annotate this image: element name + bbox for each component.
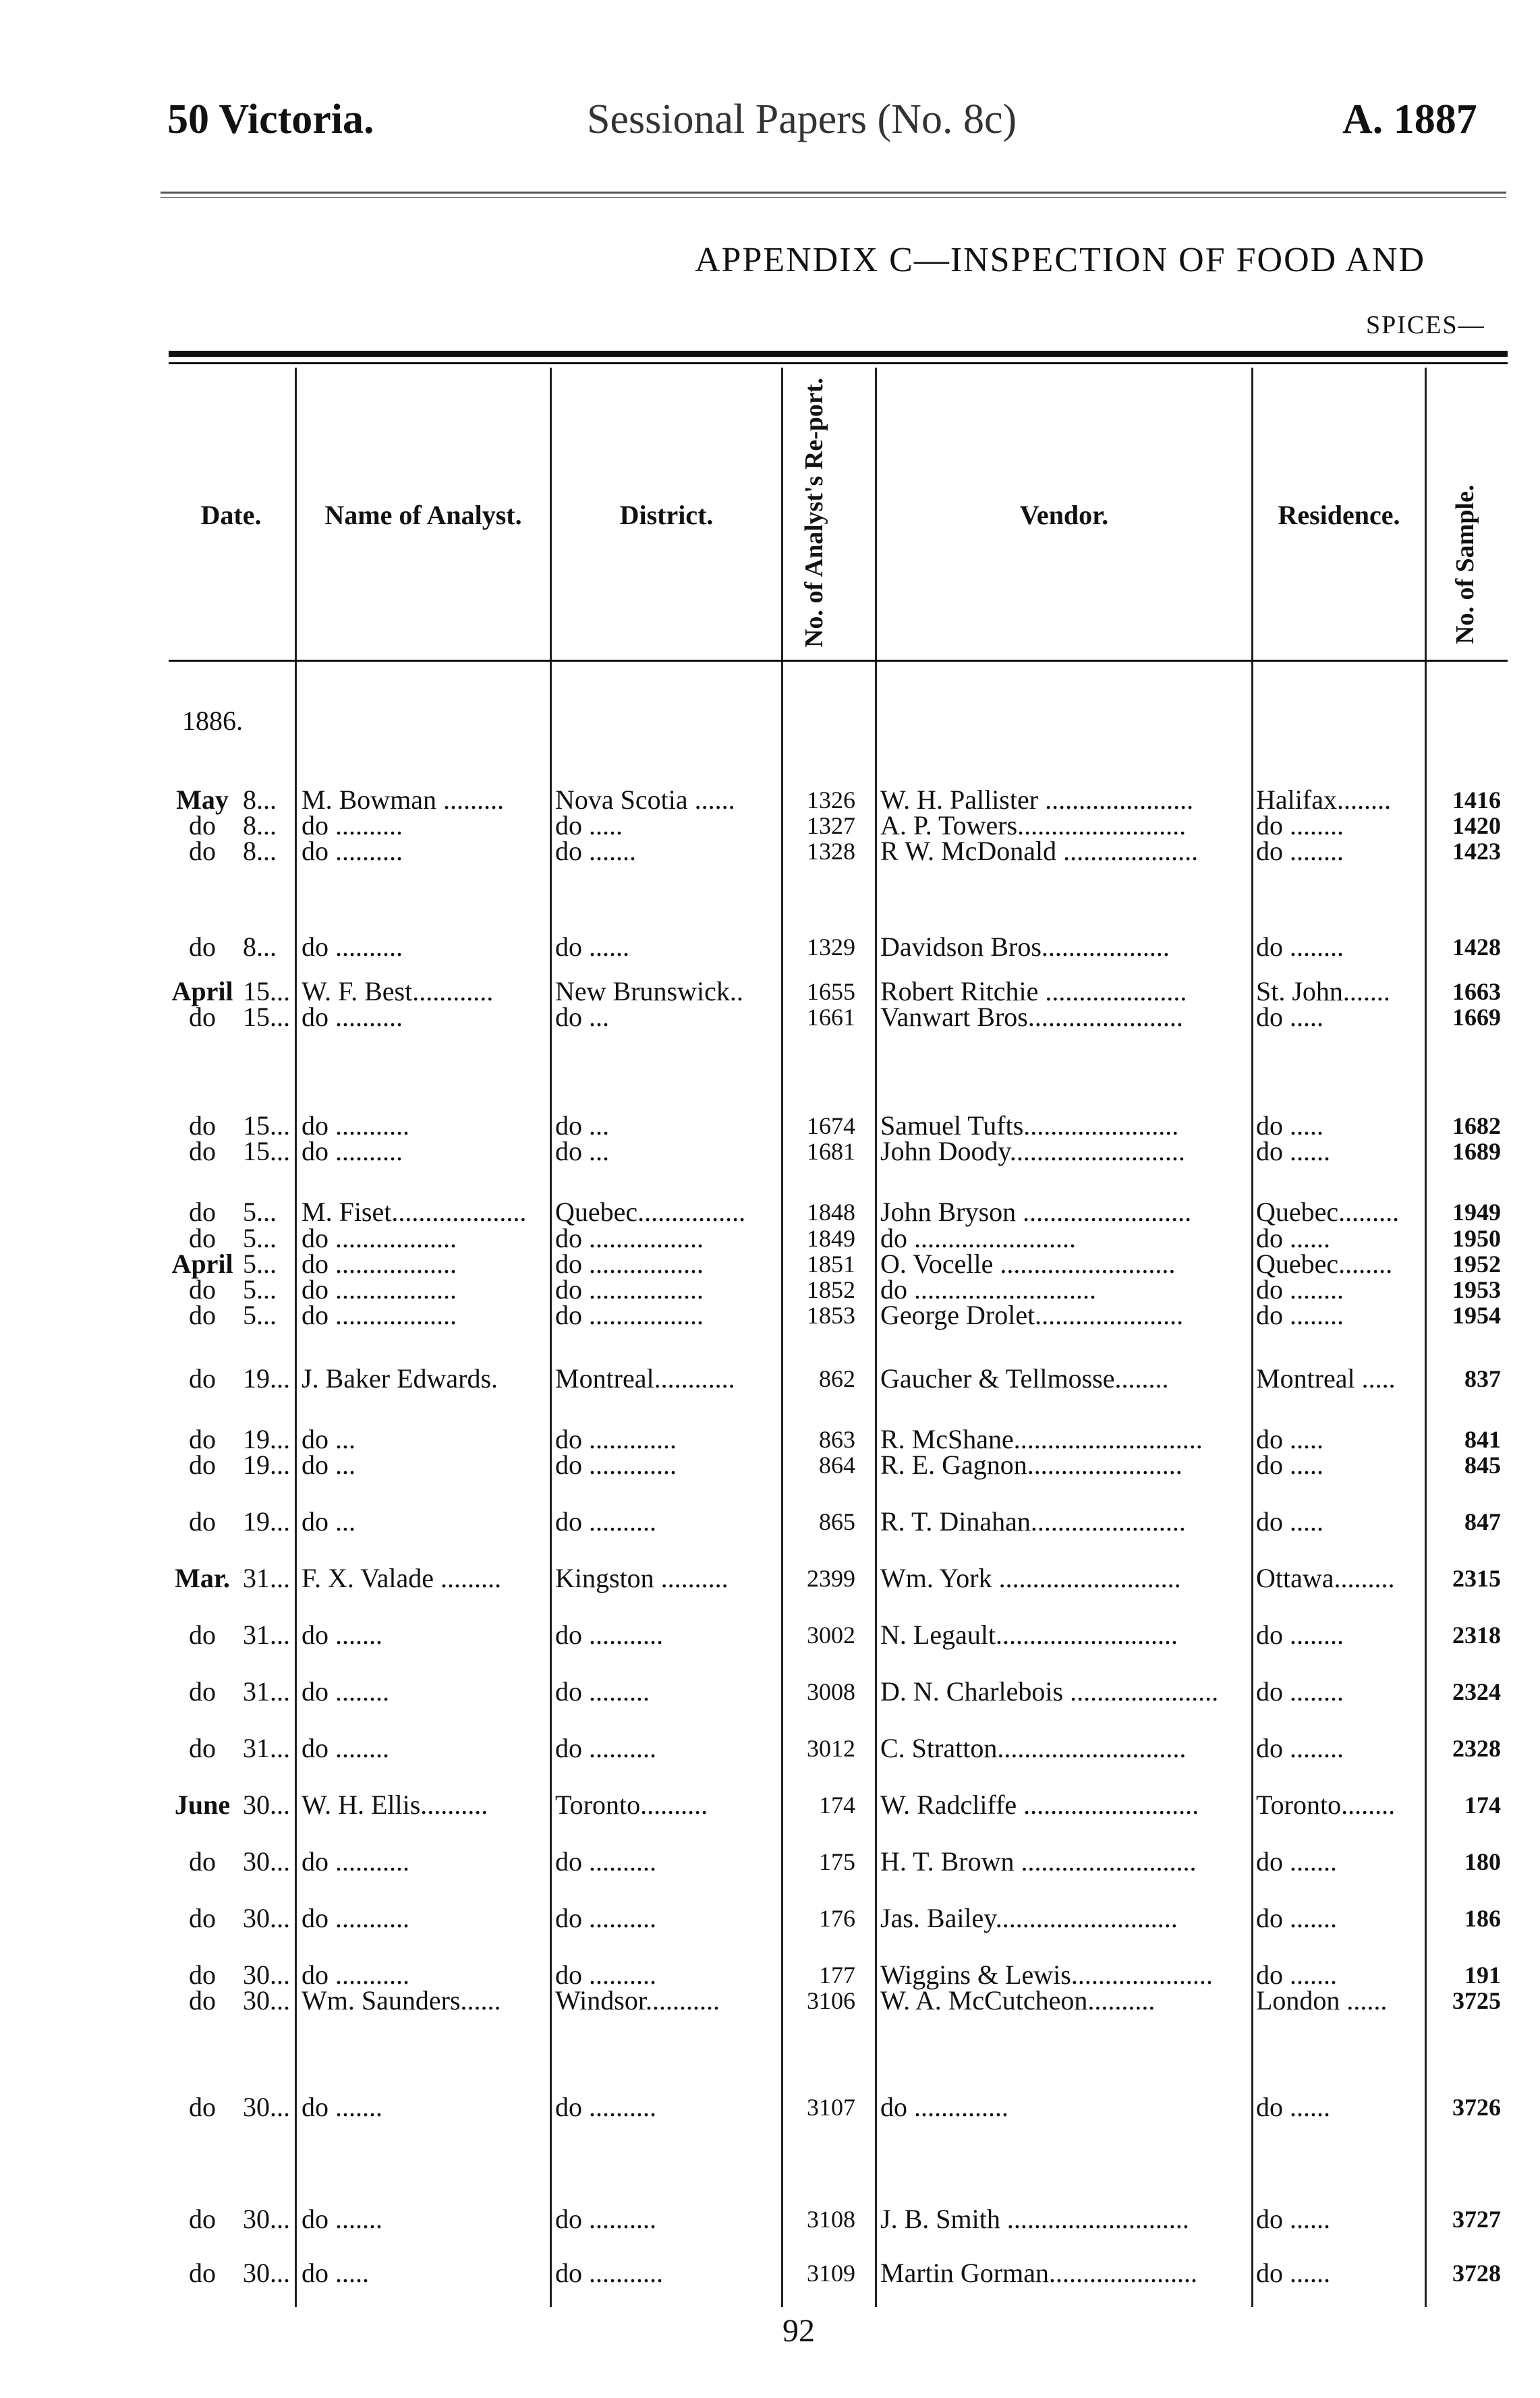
cell-residence: St. John....... xyxy=(1256,976,1390,1006)
table-row xyxy=(0,1135,1540,1168)
page-number: 92 xyxy=(782,2313,815,2349)
cell-month: do xyxy=(189,1136,216,1166)
cell-residence: do ........ xyxy=(1256,1274,1344,1305)
table-row xyxy=(0,2203,1540,2235)
cell-analyst: do ....... xyxy=(302,2092,382,2122)
cell-analyst: do ........... xyxy=(302,1960,409,1990)
cell-analyst: do .......... xyxy=(302,836,403,866)
cell-residence: do ........ xyxy=(1256,1733,1344,1763)
cell-district: do ............. xyxy=(555,1450,677,1480)
column-header-date: Date. xyxy=(200,500,262,530)
cell-vendor: Wm. York ........................... xyxy=(880,1563,1181,1593)
cell-report: 1655 xyxy=(807,978,855,1005)
cell-month: do xyxy=(189,2204,216,2234)
cell-day: 19... xyxy=(243,1450,290,1480)
table-row xyxy=(0,1449,1540,1481)
cell-sample: 174 xyxy=(1464,1792,1501,1819)
table-row xyxy=(0,1619,1540,1651)
cell-day: 15... xyxy=(243,976,290,1006)
cell-month: June xyxy=(174,1790,231,1820)
cell-analyst: do .......... xyxy=(302,932,403,962)
table-row xyxy=(0,1985,1540,2017)
cell-analyst: do .......... xyxy=(302,1002,403,1032)
cell-day: 30... xyxy=(243,1960,290,1990)
cell-day: 5... xyxy=(243,1197,277,1227)
cell-vendor: Samuel Tufts....................... xyxy=(880,1110,1179,1141)
cell-month: do xyxy=(189,1733,216,1763)
cell-month: do xyxy=(189,1300,216,1330)
cell-sample: 3725 xyxy=(1452,1987,1501,2014)
cell-month: do xyxy=(189,1960,216,1990)
cell-analyst: do ....... xyxy=(302,2204,382,2234)
cell-report: 1674 xyxy=(807,1112,855,1139)
cell-sample: 1420 xyxy=(1452,812,1501,839)
table-row xyxy=(0,1789,1540,1821)
cell-vendor: George Drolet...................... xyxy=(880,1300,1184,1330)
cell-district: do ................. xyxy=(555,1274,704,1305)
cell-residence: do ...... xyxy=(1256,1136,1330,1166)
cell-analyst: do ........... xyxy=(302,1846,409,1877)
cell-analyst: do ... xyxy=(302,1506,355,1537)
cell-district: do .......... xyxy=(555,2092,656,2122)
cell-analyst: do .......... xyxy=(302,810,403,840)
cell-report: 862 xyxy=(819,1365,855,1392)
cell-sample: 2324 xyxy=(1452,1678,1501,1705)
cell-report: 1326 xyxy=(807,787,855,813)
header-rule-thin xyxy=(161,197,1506,198)
cell-district: do .......... xyxy=(555,1960,656,1990)
cell-residence: Quebec........ xyxy=(1256,1249,1393,1279)
cell-sample: 1950 xyxy=(1452,1225,1501,1252)
table-row xyxy=(0,1562,1540,1595)
cell-day: 8... xyxy=(243,836,277,866)
cell-analyst: J. Baker Edwards. xyxy=(302,1363,498,1394)
cell-residence: do ..... xyxy=(1256,1110,1323,1141)
cell-day: 5... xyxy=(243,1274,277,1305)
cell-month: do xyxy=(189,1363,216,1394)
cell-day: 30... xyxy=(243,1790,290,1820)
cell-residence: do ..... xyxy=(1256,1002,1323,1032)
cell-analyst: do ... xyxy=(302,1424,355,1454)
cell-day: 31... xyxy=(243,1563,290,1593)
cell-report: 1849 xyxy=(807,1225,855,1252)
cell-sample: 191 xyxy=(1464,1962,1501,1989)
cell-district: do ... xyxy=(555,1002,609,1032)
cell-sample: 2318 xyxy=(1452,1622,1501,1649)
cell-sample: 847 xyxy=(1464,1508,1501,1535)
cell-district: Toronto.......... xyxy=(555,1790,708,1820)
cell-month: do xyxy=(189,1903,216,1933)
cell-sample: 1682 xyxy=(1452,1112,1501,1139)
table-row xyxy=(0,835,1540,867)
cell-day: 15... xyxy=(243,1110,290,1141)
cell-day: 5... xyxy=(243,1249,277,1279)
cell-district: do ................. xyxy=(555,1223,704,1253)
cell-sample: 1952 xyxy=(1452,1251,1501,1278)
cell-month: do xyxy=(189,1197,216,1227)
cell-month: do xyxy=(189,1676,216,1707)
cell-vendor: C. Stratton............................ xyxy=(880,1733,1187,1763)
cell-residence: Ottawa......... xyxy=(1256,1563,1395,1593)
cell-vendor: Wiggins & Lewis..................... xyxy=(880,1960,1213,1990)
cell-vendor: Gaucher & Tellmosse........ xyxy=(880,1363,1169,1394)
cell-analyst: do ........ xyxy=(302,1676,389,1707)
cell-report: 3106 xyxy=(807,1987,855,2014)
cell-day: 30... xyxy=(243,1985,290,2016)
cell-report: 1661 xyxy=(807,1004,855,1031)
cell-vendor: Jas. Bailey........................... xyxy=(880,1903,1178,1933)
cell-month: do xyxy=(189,1506,216,1537)
cell-vendor: W. A. McCutcheon.......... xyxy=(880,1985,1156,2016)
cell-district: do ... xyxy=(555,1110,609,1141)
cell-vendor: Vanwart Bros....................... xyxy=(880,1002,1183,1032)
cell-month: do xyxy=(189,1424,216,1454)
cell-vendor: H. T. Brown .......................... xyxy=(880,1846,1197,1877)
cell-residence: Quebec......... xyxy=(1256,1197,1400,1227)
cell-month: do xyxy=(189,1985,216,2016)
cell-report: 3109 xyxy=(807,2260,855,2287)
cell-analyst: do ....... xyxy=(302,1620,382,1650)
cell-district: do ......... xyxy=(555,1676,650,1707)
cell-vendor: Davidson Bros................... xyxy=(880,932,1170,962)
cell-vendor: do ........................ xyxy=(880,1223,1076,1253)
cell-sample: 1423 xyxy=(1452,838,1501,865)
cell-district: do ....... xyxy=(555,836,636,866)
cell-residence: do ...... xyxy=(1256,1223,1330,1253)
cell-vendor: do .............. xyxy=(880,2092,1008,2122)
cell-analyst: Wm. Saunders...... xyxy=(302,1985,501,2016)
cell-month: do xyxy=(189,2258,216,2288)
cell-report: 3012 xyxy=(807,1735,855,1762)
cell-month: do xyxy=(189,1274,216,1305)
cell-residence: London ...... xyxy=(1256,1985,1388,2016)
table-row xyxy=(0,1846,1540,1878)
table-row xyxy=(0,2257,1540,2289)
cell-residence: do ........ xyxy=(1256,836,1344,866)
cell-day: 19... xyxy=(243,1506,290,1537)
cell-vendor: R. E. Gagnon....................... xyxy=(880,1450,1182,1480)
year-label: 1886. xyxy=(182,706,243,736)
cell-day: 5... xyxy=(243,1223,277,1253)
cell-report: 1852 xyxy=(807,1276,855,1303)
cell-vendor: O. Vocelle .......................... xyxy=(880,1249,1176,1279)
cell-district: Montreal............ xyxy=(555,1363,735,1394)
cell-sample: 1416 xyxy=(1452,787,1501,813)
cell-report: 864 xyxy=(819,1452,855,1479)
cell-report: 1327 xyxy=(807,812,855,839)
cell-vendor: A. P. Towers......................... xyxy=(880,810,1187,840)
cell-day: 31... xyxy=(243,1620,290,1650)
table-row xyxy=(0,1299,1540,1332)
cell-vendor: Martin Gorman...................... xyxy=(880,2258,1197,2288)
cell-district: do ..... xyxy=(555,810,623,840)
appendix-title: APPENDIX C—INSPECTION OF FOOD AND xyxy=(695,241,1425,279)
cell-vendor: Robert Ritchie ..................... xyxy=(880,976,1187,1006)
cell-day: 5... xyxy=(243,1300,277,1330)
cell-month: do xyxy=(189,1223,216,1253)
table-row xyxy=(0,1363,1540,1395)
cell-analyst: do ........ xyxy=(302,1733,389,1763)
cell-day: 19... xyxy=(243,1424,290,1454)
column-header-report: No. of Analyst's Re-port. xyxy=(800,377,828,648)
cell-residence: Montreal ..... xyxy=(1256,1363,1396,1394)
cell-residence: do ...... xyxy=(1256,2258,1330,2288)
header-papers: Sessional Papers (No. 8c) xyxy=(587,96,1017,142)
table-row xyxy=(0,1506,1540,1538)
cell-report: 3002 xyxy=(807,1622,855,1649)
cell-analyst: M. Bowman ......... xyxy=(302,784,504,815)
cell-sample: 3726 xyxy=(1452,2094,1501,2121)
cell-analyst: do .................. xyxy=(302,1223,457,1253)
cell-district: do ................. xyxy=(555,1249,704,1279)
cell-sample: 1663 xyxy=(1452,978,1501,1005)
cell-month: do xyxy=(189,2092,216,2122)
cell-month: do xyxy=(189,932,216,962)
table-row xyxy=(0,931,1540,963)
cell-vendor: D. N. Charlebois ...................... xyxy=(880,1676,1219,1707)
cell-district: do .......... xyxy=(555,2204,656,2234)
cell-sample: 180 xyxy=(1464,1848,1501,1875)
cell-vendor: R. McShane............................ xyxy=(880,1424,1203,1454)
cell-month: April xyxy=(171,976,233,1006)
cell-vendor: do ........................... xyxy=(880,1274,1096,1305)
table-row xyxy=(0,1902,1540,1935)
header-year: A. 1887 xyxy=(1342,96,1477,142)
table-row xyxy=(0,1676,1540,1708)
cell-report: 1848 xyxy=(807,1199,855,1226)
cell-day: 31... xyxy=(243,1733,290,1763)
cell-residence: do ..... xyxy=(1256,1450,1323,1480)
cell-month: Mar. xyxy=(175,1563,230,1593)
cell-report: 174 xyxy=(819,1792,855,1819)
cell-report: 1853 xyxy=(807,1302,855,1329)
cell-sample: 2328 xyxy=(1452,1735,1501,1762)
cell-day: 15... xyxy=(243,1002,290,1032)
cell-day: 30... xyxy=(243,1903,290,1933)
cell-report: 175 xyxy=(819,1848,855,1875)
column-header-sample: No. of Sample. xyxy=(1451,484,1479,644)
cell-analyst: do ........... xyxy=(302,1110,409,1141)
cell-sample: 1689 xyxy=(1452,1138,1501,1165)
table-top-rule xyxy=(169,351,1508,357)
cell-day: 31... xyxy=(243,1676,290,1707)
cell-analyst: do .................. xyxy=(302,1249,457,1279)
cell-analyst: F. X. Valade ......... xyxy=(302,1563,502,1593)
table-row xyxy=(0,2091,1540,2123)
cell-residence: do ........ xyxy=(1256,1620,1344,1650)
cell-residence: do ........ xyxy=(1256,1676,1344,1707)
column-header-district: District. xyxy=(619,500,714,530)
cell-sample: 1428 xyxy=(1452,934,1501,961)
cell-month: do xyxy=(189,1002,216,1032)
cell-district: do ........... xyxy=(555,1620,663,1650)
cell-day: 8... xyxy=(243,810,277,840)
cell-month: May xyxy=(176,784,229,815)
cell-district: Nova Scotia ...... xyxy=(555,784,735,815)
cell-vendor: John Doody.......................... xyxy=(880,1136,1185,1166)
cell-report: 1851 xyxy=(807,1251,855,1278)
cell-residence: do ..... xyxy=(1256,1506,1323,1537)
cell-month: do xyxy=(189,1620,216,1650)
table-row xyxy=(0,1732,1540,1765)
cell-sample: 3727 xyxy=(1452,2206,1501,2233)
cell-vendor: John Bryson ......................... xyxy=(880,1197,1192,1227)
cell-residence: do ...... xyxy=(1256,2092,1330,2122)
cell-district: do .......... xyxy=(555,1846,656,1877)
cell-analyst: W. F. Best............ xyxy=(302,976,494,1006)
cell-district: New Brunswick.. xyxy=(555,976,743,1006)
cell-residence: Toronto........ xyxy=(1256,1790,1396,1820)
cell-district: do ........... xyxy=(555,2258,663,2288)
cell-report: 1681 xyxy=(807,1138,855,1165)
cell-month: April xyxy=(171,1249,233,1279)
cell-district: do ... xyxy=(555,1136,609,1166)
cell-sample: 3728 xyxy=(1452,2260,1501,2287)
cell-report: 863 xyxy=(819,1426,855,1453)
cell-sample: 1954 xyxy=(1452,1302,1501,1329)
cell-day: 30... xyxy=(243,2204,290,2234)
cell-day: 15... xyxy=(243,1136,290,1166)
cell-sample: 837 xyxy=(1464,1365,1501,1392)
cell-month: do xyxy=(189,1110,216,1141)
cell-vendor: N. Legault........................... xyxy=(880,1620,1178,1650)
cell-analyst: do .......... xyxy=(302,1136,403,1166)
cell-residence: Halifax........ xyxy=(1256,784,1391,815)
cell-report: 1328 xyxy=(807,838,855,865)
cell-vendor: R. T. Dinahan....................... xyxy=(880,1506,1186,1537)
cell-day: 8... xyxy=(243,784,277,815)
cell-residence: do ........ xyxy=(1256,1300,1344,1330)
cell-residence: do ....... xyxy=(1256,1960,1337,1990)
cell-analyst: do .................. xyxy=(302,1274,457,1305)
cell-sample: 1949 xyxy=(1452,1199,1501,1226)
cell-vendor: J. B. Smith ........................... xyxy=(880,2204,1189,2234)
cell-day: 30... xyxy=(243,2258,290,2288)
cell-residence: do ........ xyxy=(1256,810,1344,840)
cell-day: 30... xyxy=(243,1846,290,1877)
column-header-residence: Residence. xyxy=(1278,500,1400,530)
table-top-rule-thin xyxy=(169,362,1508,364)
cell-district: do ...... xyxy=(555,932,629,962)
cell-analyst: do ..... xyxy=(302,2258,369,2288)
cell-sample: 186 xyxy=(1464,1905,1501,1932)
cell-sample: 845 xyxy=(1464,1452,1501,1479)
cell-district: do .......... xyxy=(555,1506,656,1537)
cell-district: do ............. xyxy=(555,1424,677,1454)
cell-analyst: do ........... xyxy=(302,1903,409,1933)
cell-vendor: W. Radcliffe .......................... xyxy=(880,1790,1199,1820)
cell-day: 8... xyxy=(243,932,277,962)
cell-report: 2399 xyxy=(807,1565,855,1592)
cell-analyst: M. Fiset.................... xyxy=(302,1197,527,1227)
cell-sample: 841 xyxy=(1464,1426,1501,1453)
cell-district: Quebec................ xyxy=(555,1197,746,1227)
cell-report: 176 xyxy=(819,1905,855,1932)
cell-month: do xyxy=(189,1846,216,1877)
cell-sample: 2315 xyxy=(1452,1565,1501,1592)
table-row xyxy=(0,1001,1540,1033)
cell-report: 3108 xyxy=(807,2206,855,2233)
header-bottom-rule xyxy=(169,660,1508,662)
cell-district: Kingston .......... xyxy=(555,1563,729,1593)
header-session: 50 Victoria. xyxy=(167,96,374,142)
cell-report: 3008 xyxy=(807,1678,855,1705)
cell-district: do ................. xyxy=(555,1300,704,1330)
cell-vendor: R W. McDonald .................... xyxy=(880,836,1199,866)
cell-residence: do ........ xyxy=(1256,932,1344,962)
column-header-vendor: Vendor. xyxy=(1019,500,1109,530)
cell-analyst: W. H. Ellis.......... xyxy=(302,1790,488,1820)
cell-analyst: do .................. xyxy=(302,1300,457,1330)
appendix-subtitle: SPICES— xyxy=(1366,311,1485,339)
cell-district: do .......... xyxy=(555,1733,656,1763)
cell-residence: do ....... xyxy=(1256,1903,1337,1933)
cell-residence: do ....... xyxy=(1256,1846,1337,1877)
cell-month: do xyxy=(189,810,216,840)
cell-day: 30... xyxy=(243,2092,290,2122)
cell-report: 1329 xyxy=(807,934,855,961)
cell-month: do xyxy=(189,836,216,866)
column-header-analyst: Name of Analyst. xyxy=(324,500,522,530)
cell-sample: 1669 xyxy=(1452,1004,1501,1031)
cell-analyst: do ... xyxy=(302,1450,355,1480)
cell-vendor: W. H. Pallister ...................... xyxy=(880,784,1194,815)
cell-report: 177 xyxy=(819,1962,855,1989)
cell-sample: 1953 xyxy=(1452,1276,1501,1303)
cell-day: 19... xyxy=(243,1363,290,1394)
cell-residence: do ...... xyxy=(1256,2204,1330,2234)
cell-month: do xyxy=(189,1450,216,1480)
cell-district: do .......... xyxy=(555,1903,656,1933)
cell-report: 3107 xyxy=(807,2094,855,2121)
cell-report: 865 xyxy=(819,1508,855,1535)
cell-residence: do ..... xyxy=(1256,1424,1323,1454)
header-rule xyxy=(161,192,1506,194)
cell-district: Windsor........... xyxy=(555,1985,720,2016)
